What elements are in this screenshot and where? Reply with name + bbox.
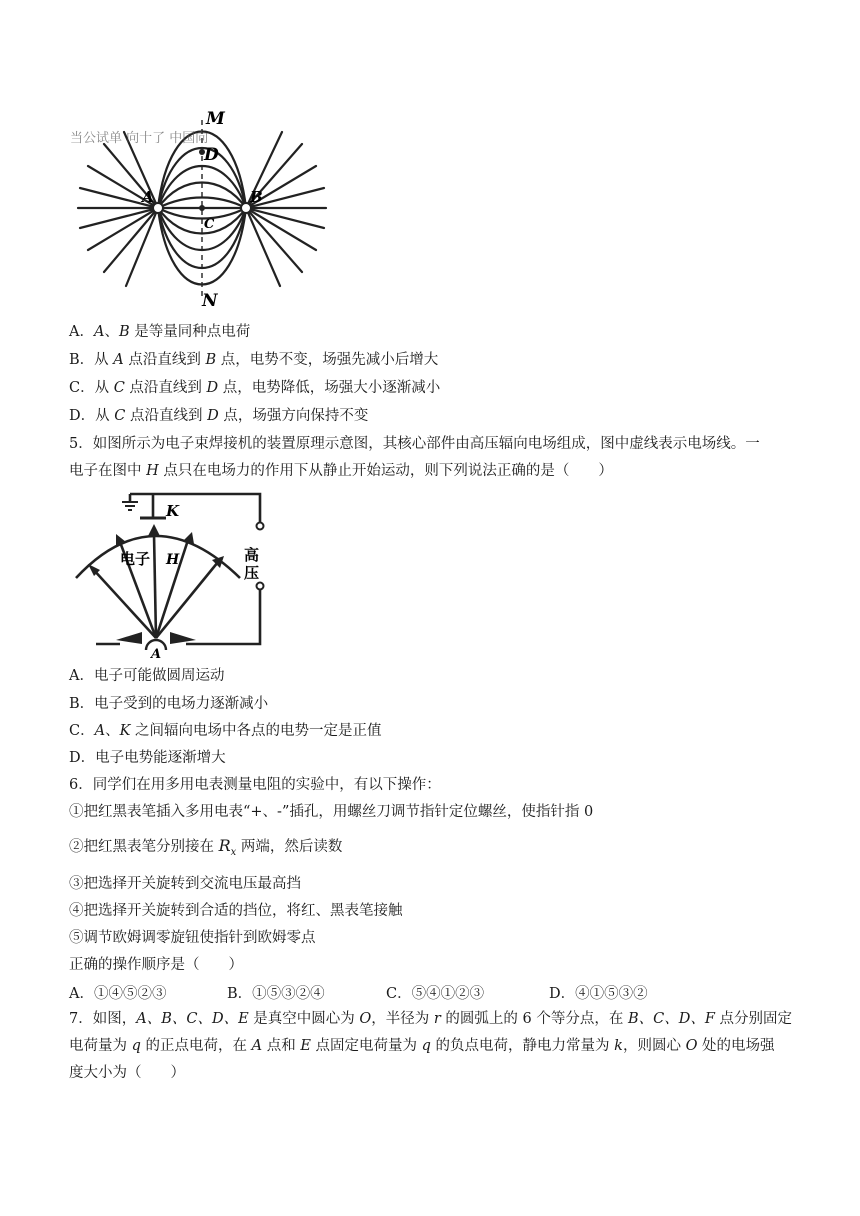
q4-option-b-t1: 从 <box>94 352 114 368</box>
q7-line-2 <box>69 1036 775 1056</box>
q7-l1-c: ，半径为 <box>371 1011 434 1027</box>
q7-l2-b: 的正点电荷，在 <box>140 1038 252 1054</box>
fig5-label-h: H <box>166 552 180 568</box>
fig1-label-b: B <box>250 188 263 206</box>
q7-l2-q: q <box>131 1038 141 1054</box>
q7-l1-b: 是真空中圆心为 <box>248 1011 360 1027</box>
q6-stem: 6．同学们在用多用电表测量电阻的实验中，有以下操作： <box>69 777 441 793</box>
q4-option-b-t2: 点沿直线到 <box>123 352 206 368</box>
q7-l2-c: 点和 <box>262 1038 301 1054</box>
q7-l1-points-2: B、C、D、F <box>628 1011 715 1027</box>
q6-option-a: A．①④⑤②③ <box>69 986 167 1002</box>
fig1-label-c: C <box>204 217 215 232</box>
q5-option-b: B．电子受到的电场力逐渐减小 <box>69 696 269 712</box>
q4-option-c-t1: 从 <box>94 380 114 396</box>
q7-l2-g: 处的电场强 <box>697 1038 775 1054</box>
q6-step-2 <box>69 836 342 863</box>
q6-step-2-r: R <box>218 836 231 855</box>
q4-option-c-t3: 点，电势降低，场强大小逐渐减小 <box>218 380 441 396</box>
fig1-label-d: D <box>204 145 219 165</box>
q4-option-c-t2: 点沿直线到 <box>124 380 207 396</box>
q7-l1-d: 的圆弧上的 6 个等分点，在 <box>440 1011 628 1027</box>
q4-option-c-v2: D <box>206 380 219 396</box>
q7-line-1 <box>69 1009 792 1029</box>
fig1-label-a: A <box>142 188 154 206</box>
q7-l2-a-point: A <box>251 1038 263 1054</box>
q4-option-c-v1: C <box>113 380 125 396</box>
q7-l2-o: O <box>685 1038 698 1054</box>
q4-option-c-letter: C． <box>69 380 95 396</box>
q5-option-c <box>69 721 382 741</box>
q7-l2-a: 电荷量为 <box>69 1038 132 1054</box>
q7-l1-points: A、B、C、D、E <box>136 1011 249 1027</box>
q7-l1-o: O <box>359 1011 372 1027</box>
electron-welder-figure <box>70 488 270 660</box>
q6-step-5: ⑤调节欧姆调零旋钮使指针到欧姆零点 <box>69 930 316 946</box>
q4-option-d-t1: 从 <box>95 408 115 424</box>
field-lines-figure <box>70 108 340 310</box>
q7-l1-r: r <box>433 1011 441 1027</box>
q6-step-1: ①把红黑表笔插入多用电表“+、-”插孔，用螺丝刀调节指针定位螺丝，使指针指 0 <box>69 804 594 820</box>
q5-option-c-text: 之间辐向电场中各点的电势一定是正值 <box>130 723 382 739</box>
fig5-label-a: A <box>151 647 162 660</box>
q4-option-a-point-1: A <box>93 324 105 340</box>
q5-option-c-v2: K <box>119 723 131 739</box>
q4-option-d-t3: 点，场强方向保持不变 <box>218 408 369 424</box>
q4-option-b-v1: A <box>113 352 124 368</box>
q4-option-d-letter: D． <box>69 408 96 424</box>
q4-option-b <box>69 350 438 370</box>
q4-option-d <box>69 406 368 426</box>
q4-option-b-v2: B <box>205 352 217 368</box>
q4-option-a-sep: 、 <box>104 324 119 340</box>
q5-stem-line-1: 5．如图所示为电子束焊接机的装置原理示意图，其核心部件由高压辐向电场组成，图中虚线表示电场线。一 <box>69 436 760 452</box>
fig5-label-k: K <box>166 502 180 520</box>
q5-stem-line-2 <box>69 461 613 481</box>
q6-ask: 正确的操作顺序是（ ） <box>69 957 243 973</box>
q5-option-c-letter: C． <box>69 723 95 739</box>
fig1-label-n: N <box>202 291 218 310</box>
q6-step-2a: ②把红黑表笔分别接在 <box>69 839 219 855</box>
q6-option-c: C．⑤④①②③ <box>386 986 485 1002</box>
q7-l2-f: ，则圆心 <box>622 1038 686 1054</box>
q7-l2-q2: q <box>421 1038 431 1054</box>
q4-option-a-text: 是等量同种点电荷 <box>134 324 251 340</box>
q7-l2-e-point: E <box>300 1038 311 1054</box>
fig1-caption-fragments: 当公试单 向十了 中国向 <box>70 131 209 146</box>
q6-step-2-sub: x <box>230 846 237 858</box>
q4-option-a <box>69 322 250 342</box>
q4-option-d-t2: 点沿直线到 <box>125 408 208 424</box>
q4-option-b-t3: 点，电势不变，场强先减小后增大 <box>216 352 439 368</box>
q7-l1-e: 点分别固定 <box>714 1011 793 1027</box>
fig1-label-m: M <box>206 109 225 129</box>
q5-stem-h: H <box>146 463 159 479</box>
q7-l2-d: 点固定电荷量为 <box>310 1038 422 1054</box>
q7-l1-a: 7．如图， <box>69 1011 137 1027</box>
q4-option-a-point-2: B <box>118 324 130 340</box>
q6-option-d: D．④①⑤③② <box>549 986 648 1002</box>
q6-step-2b: 两端，然后读数 <box>236 839 343 855</box>
q5-option-a: A．电子可能做圆周运动 <box>69 668 225 684</box>
q7-l2-k: k <box>614 1038 623 1054</box>
fig5-label-electron: 电子 <box>120 550 151 568</box>
q5-stem-2a: 电子在图中 <box>69 463 147 479</box>
q7-l2-e: 的负点电荷，静电力常量为 <box>430 1038 615 1054</box>
q6-option-b: B．①⑤③②④ <box>227 986 325 1002</box>
fig5-label-high-voltage: 高压 <box>244 546 260 582</box>
q4-option-a-letter: A． <box>69 324 94 340</box>
q5-stem-2b: 点只在电场力的作用下从静止开始运动，则下列说法正确的是（ ） <box>158 463 613 479</box>
q4-option-d-v2: D <box>207 408 219 424</box>
q6-step-4: ④把选择开关旋转到合适的挡位，将红、黑表笔接触 <box>69 903 403 919</box>
q5-option-d: D．电子电势能逐渐增大 <box>69 750 226 766</box>
q5-option-c-v1: A <box>94 723 106 739</box>
q4-option-b-letter: B． <box>69 352 95 368</box>
q4-option-c <box>69 378 440 398</box>
q7-line-3: 度大小为（ ） <box>69 1065 185 1081</box>
q6-step-3: ③把选择开关旋转到交流电压最高挡 <box>69 876 301 892</box>
q5-option-c-sep: 、 <box>105 723 120 739</box>
q4-option-d-v1: C <box>114 408 126 424</box>
